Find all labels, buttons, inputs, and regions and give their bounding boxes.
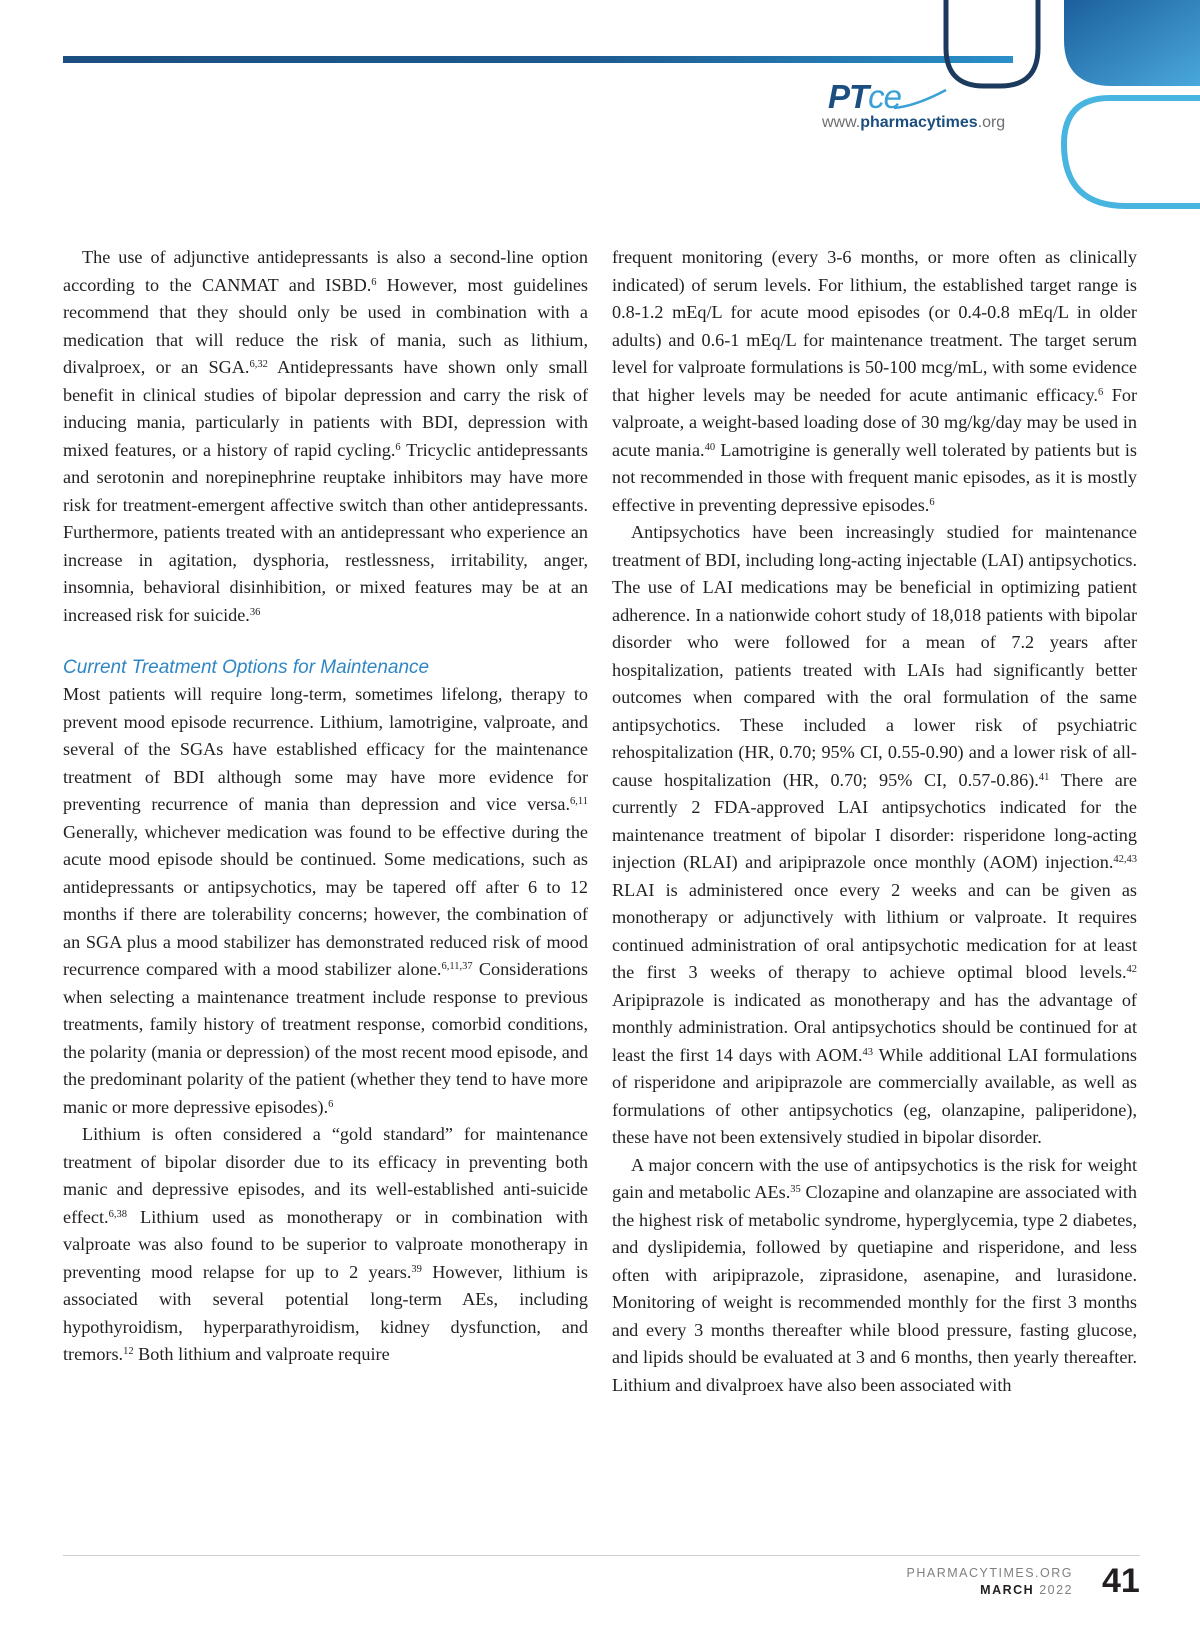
paragraph: The use of adjunctive antidepressants is also a second-line option according to the CANMAT and ISBD.$^6$ However, most guidelines recommend that they should only be used in combination with a medication that will reduce the risk of mania, such as lithium, divalproex, or an SGA.$^{6,32}$ Antidepressants have shown only small benefit in clinical studies of bipolar depression and carry the risk of inducing mania, particularly in patients with BDI, depression with mixed features, or a history of rapid cycling.$^6$ Tricyclic antidepressants and serotonin and norepinephrine reuptake inhibitors may have more risk for treatment-emergent affective switch than other antidepressants. Furthermore, patients treated with an antidepressant who experience an increase in agitation, dysphoria, restlessness, irritability, anger, insomnia, behavioral disinhibition, or mixed features may be at an increased risk for suicide.$^{36}$ [63, 247, 588, 625]
logo-wordmark: PTce [828, 78, 902, 115]
footer-rule [63, 1555, 1140, 1556]
paragraph: Lithium is often considered a “gold standard” for maintenance treatment of bipolar disorder due to its efficacy in preventing both manic and depressive episodes, and its well-established anti-suicide effect.$^{6,38}$ Lithium used as monotherapy or in combination with valproate was also found to be superior to valproate monotherapy in preventing mood relapse for up to 2 years.$^{39}$ However, lithium is associated with several potential long-term AEs, including hypothyroidism, hyperparathyroidism, kidney dysfunction, and tremors.$^{12}$ Both lithium and valproate require [63, 1124, 588, 1364]
ptce-logo[interactable] [822, 78, 1042, 138]
header-rule [63, 56, 1013, 63]
paragraph: frequent monitoring (every 3-6 months, or more often as clinically indicated) of serum levels. For lithium, the established target range is 0.8-1.2 mEq/L for acute mood episodes (or 0.4-0.8 mEq/L in older adults) and 0.6-1 mEq/L for maintenance treatment. The target serum level for valproate formulations is 50-100 mcg/mL, with some evidence that higher levels may be needed for acute antimanic efficacy.$^6$ For valproate, a weight-based loading dose of 30 mg/kg/day may be used in acute mania.$^{40}$ Lamotrigine is generally well tolerated by patients but is not recommended in those with frequent manic episodes, as it is mostly effective in preventing depressive episodes.$^6$ [612, 247, 1137, 515]
logo-swoosh-icon [890, 86, 950, 112]
paragraph: Antipsychotics have been increasingly studied for maintenance treatment of BDI, including long-acting injectable (LAI) antipsychotics. The use of LAI medications may be beneficial in optimizing patient adherence. In a nationwide cohort study of 18,018 patients with bipolar disorder who were followed for a mean of 7.2 years after hospitalization, patients treated with LAIs had significantly better outcomes when compared with the oral formulation of the same antipsychotics. These included a lower risk of psychiatric rehospitalization (HR, 0.70; 95% CI, 0.55-0.90) and a lower risk of all-cause hospitalization (HR, 0.70; 95% CI, 0.57-0.86).$^{41}$ There are currently 2 FDA-approved LAI antipsychotics indicated for the maintenance treatment of bipolar I disorder: risperidone long-acting injection (RLAI) and aripiprazole once monthly (AOM) injection.$^{42,43}$ RLAI is administered once every 2 weeks and can be given as monotherapy or adjunctively with lithium or valproate. It requires continued administration of oral antipsychotic medication for at least the first 3 weeks of therapy to achieve optimal blood levels.$^{42}$ Aripiprazole is indicated as monotherapy and has the advantage of monthly administration. Oral antipsychotics should be continued for at least the first 14 days with AOM.$^{43}$ While additional LAI formulations of risperidone and aripiprazole are commercially available, as well as formulations of other antipsychotics (eg, olanzapine, paliperidone), these have not been extensively studied in bipolar disorder. [612, 522, 1137, 1147]
section-heading: Current Treatment Options for Maintenance [63, 657, 430, 678]
page-number: 41 [1102, 1562, 1140, 1600]
right-column [612, 244, 1137, 1399]
footer-date: MARCH 2022 [980, 1583, 1073, 1597]
site-url[interactable]: www.pharmacytimes.org [822, 114, 1006, 131]
left-column [63, 244, 588, 1369]
footer-site: PHARMACYTIMES.ORG [906, 1566, 1073, 1580]
paragraph: A major concern with the use of antipsychotics is the risk for weight gain and metabolic AEs.$^{35}$ Clozapine and olanzapine are associated with the highest risk of metabolic syndrome, hyperglycemia, type 2 diabetes, and dyslipidemia, followed by quetiapine and risperidone, and less often with aripiprazole, ziprasidone, asenapine, and lurasidone. Monitoring of weight is recommended monthly for the first 3 months and every 3 months thereafter while blood pressure, fasting glucose, and lipids should be evaluated at 3 and 6 months, then yearly thereafter. Lithium and divalproex have also been associated with [612, 1154, 1137, 1395]
paragraph: Most patients will require long-term, sometimes lifelong, therapy to prevent mood episode recurrence. Lithium, lamotrigine, valproate, and several of the SGAs have established efficacy for the maintenance treatment of BDI although some may have more evidence for preventing recurrence of mania than depression and vice versa.$^{6,11}$ Generally, whichever medication was found to be effective during the acute mood episode should be continued. Some medications, such as antidepressants or antipsychotics, may be tapered off after 6 to 12 months if there are tolerability concerns; however, the combination of an SGA plus a mood stabilizer has demonstrated reduced risk of mood recurrence compared with a mood stabilizer alone.$^{6,11,37}$ Considerations when selecting a maintenance treatment include response to previous treatments, family history of treatment response, comorbid conditions, the polarity (mania or depression) of the most recent mood episode, and the predominant polarity of the patient (whether they tend to have more manic or more depressive episodes).$^6$ [63, 684, 588, 1117]
